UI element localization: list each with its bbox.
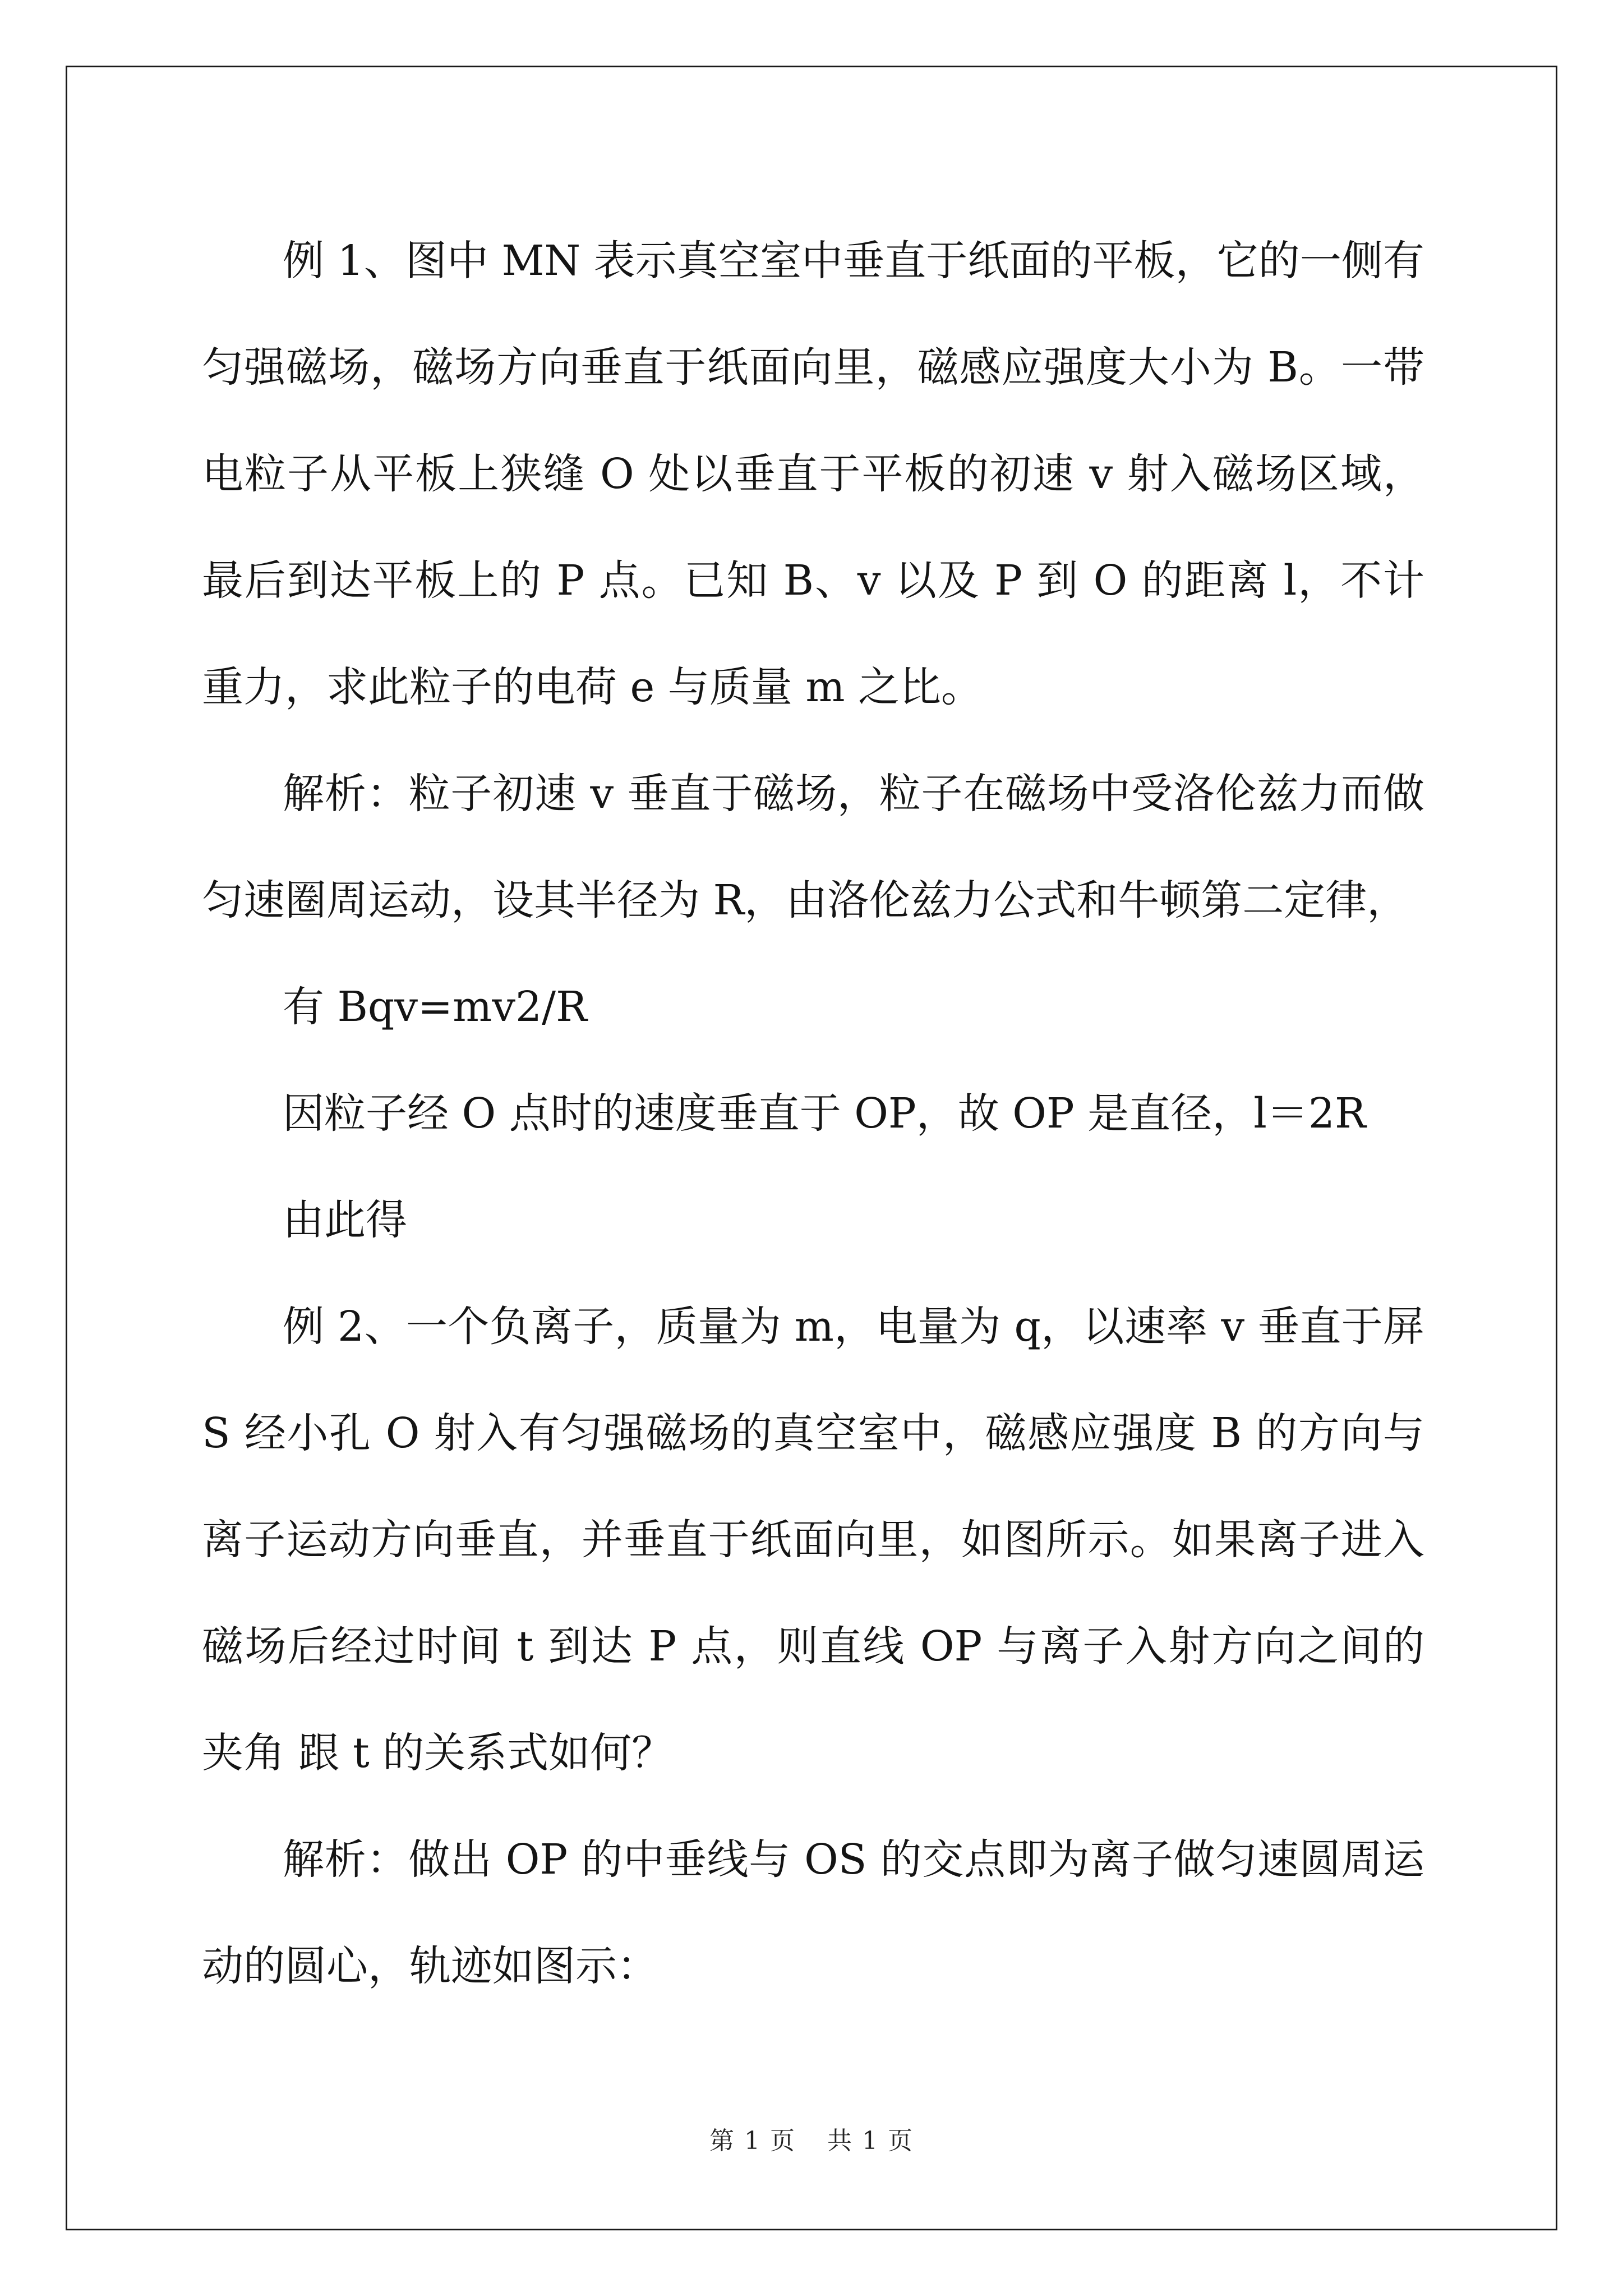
page-total: 共 1 页 (827, 2127, 914, 2155)
paragraph-example-1: 例 1、图中 MN 表示真空室中垂直于纸面的平板，它的一侧有匀强磁场，磁场方向垂直于纸面向里，磁感应强度大小为 B。一带电粒子从平板上狭缝 O 处以垂直于平板的初速 v 射入磁场区域，最后到达平板上的 P 点。已知 B、v 以及 P 到 O 的距离 l，不计重力，求此粒子的电荷 e 与质量 m 之比。 (202, 237, 1424, 711)
document-body (202, 208, 1424, 2019)
paragraph-conclusion: 由此得 (283, 1196, 407, 1244)
page-number: 第 1 页 (709, 2127, 796, 2155)
paragraph-formula: 有 Bqv=mv2/R (283, 983, 587, 1031)
paragraph-diameter: 因粒子经 O 点时的速度垂直于 OP，故 OP 是直径，l＝2R (283, 1089, 1366, 1138)
paragraph-example-2: 例 2、一个负离子，质量为 m，电量为 q，以速率 v 垂直于屏 S 经小孔 O 射入有匀强磁场的真空室中，磁感应强度 B 的方向与离子运动方向垂直，并垂直于纸面向里，如图所示。如果离子进入磁场后经过时间 t 到达 P 点，则直线 OP 与离子入射方向之间的夹角 跟 t 的关系式如何？ (202, 1303, 1424, 1777)
paragraph-analysis-2: 解析：做出 OP 的中垂线与 OS 的交点即为离子做匀速圆周运动的圆心，轨迹如图示： (202, 1835, 1424, 1990)
page-footer (0, 2120, 1623, 2156)
paragraph-analysis-1: 解析：粒子初速 v 垂直于磁场，粒子在磁场中受洛伦兹力而做匀速圈周运动，设其半径为 R，由洛伦兹力公式和牛顿第二定律， (202, 770, 1424, 924)
